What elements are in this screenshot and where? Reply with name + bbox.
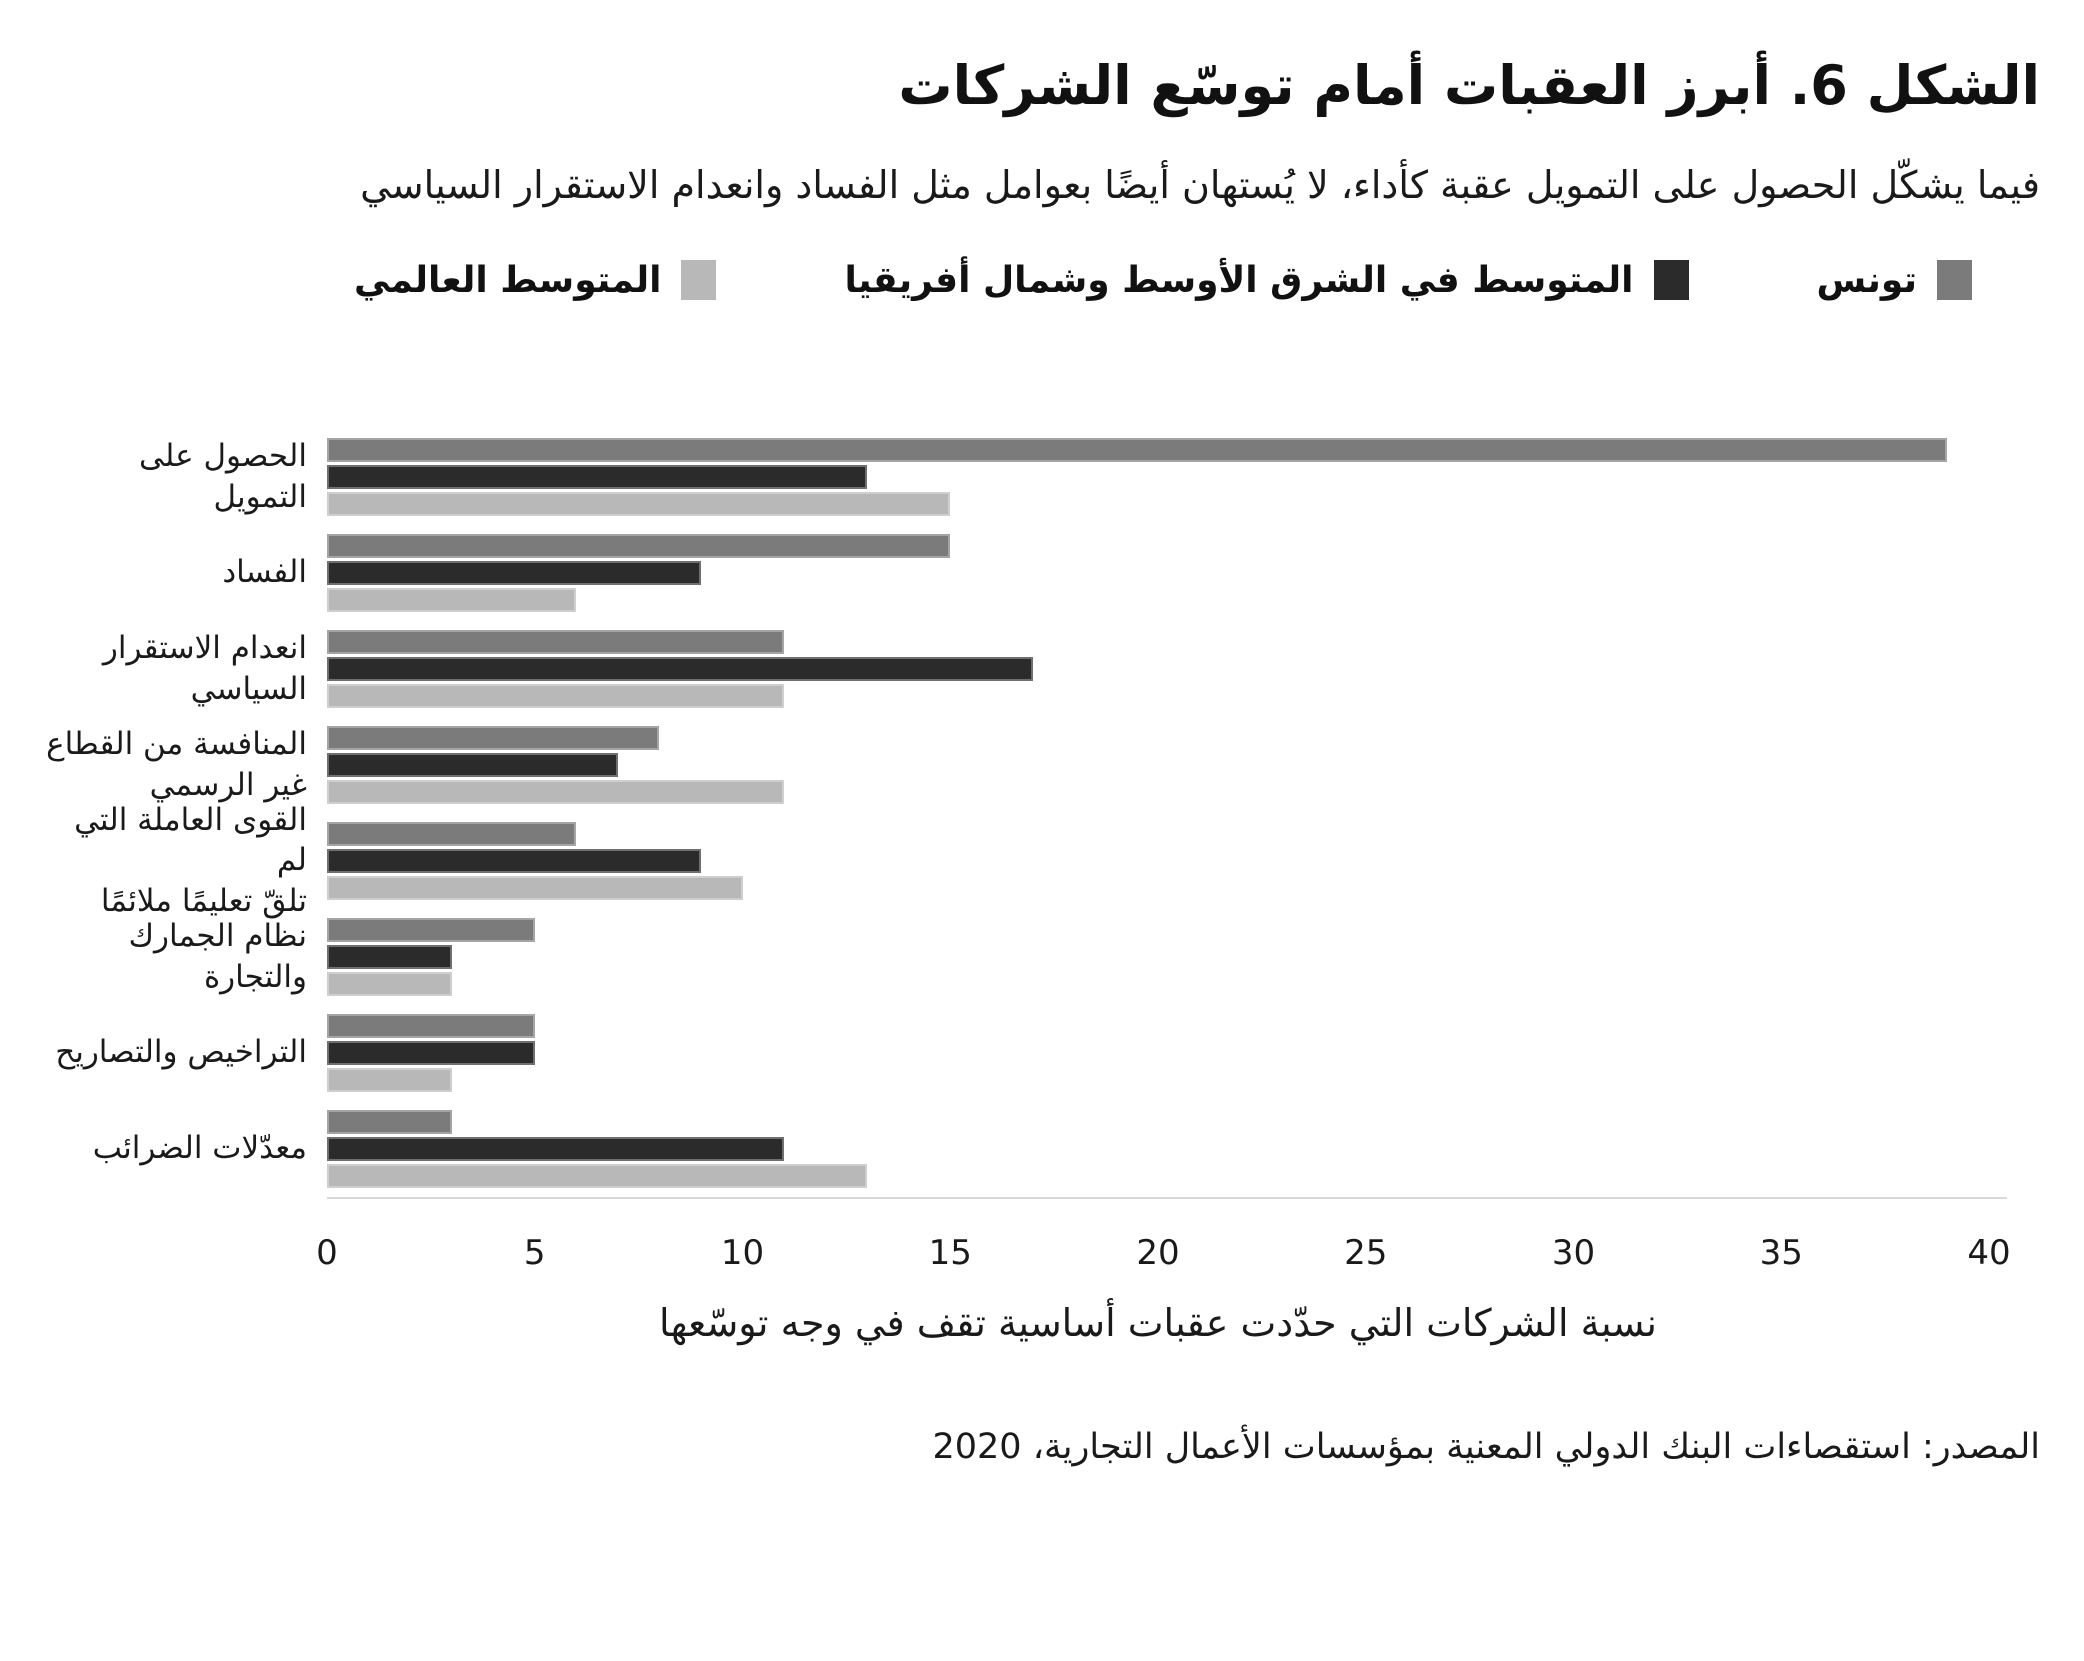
x-tick-label: 25 — [1344, 1232, 1388, 1273]
x-tick-label: 10 — [720, 1232, 765, 1273]
bar-series-2-cat-0 — [327, 492, 950, 516]
bar-series-0-cat-6 — [327, 1014, 535, 1038]
bar-series-1-cat-6 — [327, 1041, 535, 1065]
page-title: الشكل 6. أبرز العقبات أمام توسّع الشركات — [898, 54, 2040, 117]
bar-series-0-cat-2 — [327, 630, 784, 654]
category-label: المنافسة من القطاع غير الرسمي — [46, 725, 307, 803]
category-label: الحصول على التمويل — [139, 437, 307, 515]
x-tick-label: 15 — [928, 1232, 972, 1273]
x-tick-label: 35 — [1759, 1232, 1803, 1273]
bar-series-1-cat-7 — [327, 1137, 784, 1161]
figure-subtitle: فيما يشكّل الحصول على التمويل عقبة كأداء، لا يُستهان أيضًا بعوامل مثل الفساد وانعدام الاستقرار السياسي — [360, 162, 2040, 207]
source-note: المصدر: استقصاءات البنك الدولي المعنية بمؤسسات الأعمال التجارية، 2020 — [932, 1426, 2040, 1467]
bar-chart — [44, 429, 2040, 1345]
bar-series-2-cat-4 — [327, 876, 743, 900]
category-label: التراخيص والتصاريح — [55, 1034, 307, 1071]
chart-row — [44, 801, 2040, 920]
chart-row — [44, 621, 2040, 717]
bar-group — [327, 630, 1989, 708]
legend-item-0 — [1817, 260, 1973, 301]
bar-group — [327, 438, 1989, 516]
legend-label: المتوسط العالمي — [353, 259, 662, 301]
legend-item-1 — [844, 260, 1688, 301]
bar-series-0-cat-0 — [327, 438, 1947, 462]
x-tick-label: 5 — [523, 1232, 546, 1273]
chart-row — [44, 717, 2040, 813]
legend-swatch-icon — [1937, 260, 1972, 300]
bar-series-2-cat-6 — [327, 1068, 452, 1092]
category-label: معدّلات الضرائب — [92, 1130, 307, 1167]
chart-row — [44, 909, 2040, 1005]
bar-series-1-cat-3 — [327, 753, 618, 777]
chart-rows — [44, 429, 2040, 1197]
bar-series-0-cat-1 — [327, 534, 950, 558]
bar-series-2-cat-2 — [327, 684, 784, 708]
bar-series-0-cat-7 — [327, 1110, 452, 1134]
chart-row — [44, 1005, 2040, 1101]
bar-series-0-cat-5 — [327, 918, 535, 942]
category-label: الفساد — [222, 554, 307, 591]
bar-group — [327, 534, 1989, 612]
category-label: نظام الجمارك والتجارة — [128, 917, 307, 995]
legend-label: تونس — [1816, 259, 1917, 301]
bar-series-1-cat-4 — [327, 849, 701, 873]
x-tick-label: 0 — [316, 1232, 338, 1273]
category-label: انعدام الاستقرار السياسي — [102, 629, 307, 707]
bar-group — [327, 918, 1989, 996]
legend-item-2 — [354, 260, 717, 301]
x-axis-ticks — [316, 1199, 2011, 1291]
x-tick-label: 40 — [1967, 1232, 2011, 1273]
bar-group — [327, 822, 1989, 900]
category-label: القوى العاملة التي لم تلقّ تعليمًا ملائمًا — [74, 801, 307, 920]
legend-swatch-icon — [1654, 260, 1689, 300]
bar-series-2-cat-7 — [327, 1164, 867, 1188]
x-tick-label: 30 — [1551, 1232, 1596, 1273]
bar-series-0-cat-3 — [327, 726, 659, 750]
bar-group — [327, 1014, 1989, 1092]
bar-group — [327, 726, 1989, 804]
chart-legend — [44, 260, 2040, 301]
bar-series-0-cat-4 — [327, 822, 576, 846]
bar-group — [327, 1110, 1989, 1188]
bar-series-1-cat-5 — [327, 945, 452, 969]
x-tick-label: 20 — [1136, 1232, 1180, 1273]
bar-series-1-cat-0 — [327, 465, 867, 489]
chart-row — [44, 525, 2040, 621]
x-axis-label: نسبة الشركات التي حدّدت عقبات أساسية تقف في وجه توسّعها — [659, 1300, 1657, 1345]
bar-series-1-cat-2 — [327, 657, 1033, 681]
bar-series-2-cat-3 — [327, 780, 784, 804]
bar-series-2-cat-1 — [327, 588, 576, 612]
chart-row — [44, 1101, 2040, 1197]
bar-series-2-cat-5 — [327, 972, 452, 996]
bar-series-1-cat-1 — [327, 561, 701, 585]
legend-label: المتوسط في الشرق الأوسط وشمال أفريقيا — [844, 259, 1634, 301]
chart-row — [44, 429, 2040, 525]
legend-swatch-icon — [681, 260, 716, 300]
